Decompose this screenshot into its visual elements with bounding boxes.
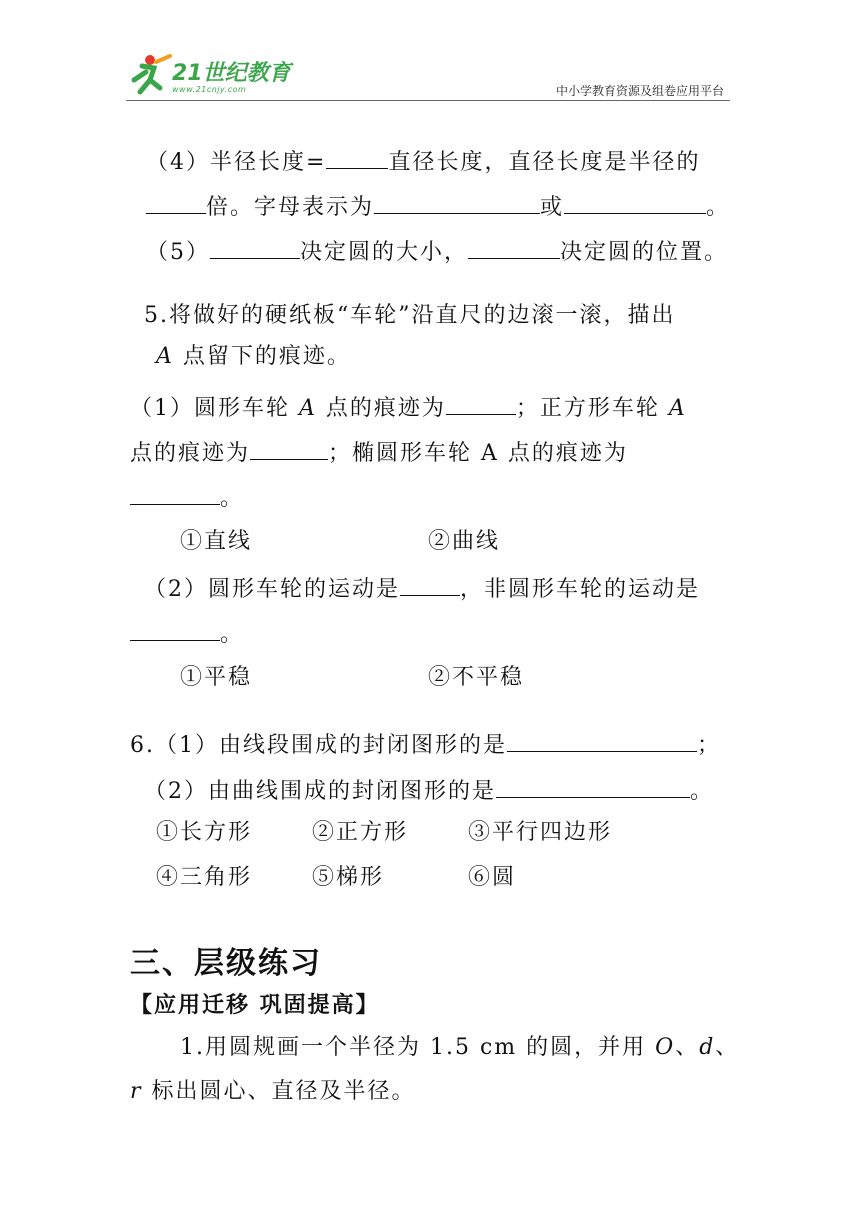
q5-stem-2 xyxy=(156,342,351,372)
header-platform-text: 中小学教育资源及组卷应用平台 xyxy=(555,84,724,98)
page-header xyxy=(120,52,730,102)
q4-line-3 xyxy=(146,236,728,268)
answer-blank[interactable] xyxy=(130,482,220,505)
variable-d: d xyxy=(699,1035,716,1060)
q6-text: 。 xyxy=(690,779,715,804)
q5-option-3: ①平稳 xyxy=(180,665,253,690)
q5-text: （2）圆形车轮的运动是 xyxy=(144,577,400,602)
answer-blank[interactable] xyxy=(446,392,516,415)
exercise-1-line-1 xyxy=(180,1033,739,1063)
q5-text: ；椭圆形车轮 A 点的痕迹为 xyxy=(328,441,628,466)
q6-option-2: ②正方形 xyxy=(312,820,409,845)
q4-text: 。 xyxy=(706,195,731,220)
answer-blank[interactable] xyxy=(496,775,690,798)
q4-text: 决定圆的大小， xyxy=(300,240,469,265)
exercise-text: 1.用圆规画一个半径为 1.5 cm 的圆，并用 xyxy=(180,1035,656,1060)
q5-text: ，非圆形车轮的运动是 xyxy=(460,577,701,602)
q6-line-2 xyxy=(144,775,714,807)
q6-text: 6.（1）由线段围成的封闭图形的是 xyxy=(130,733,507,758)
q5-text: 点的痕迹为 xyxy=(316,396,446,421)
variable-a: A xyxy=(668,396,687,421)
answer-blank[interactable] xyxy=(507,729,697,752)
exercise-text: 、 xyxy=(675,1035,700,1060)
q6-text: （2）由曲线围成的封闭图形的是 xyxy=(144,779,496,804)
answer-blank[interactable] xyxy=(326,146,388,169)
q5-text: 点留下的痕迹。 xyxy=(173,344,351,369)
q5-text: （1）圆形车轮 xyxy=(130,396,299,421)
section-subtitle: 【应用迁移 巩固提高】 xyxy=(130,993,380,1018)
q5-text: 点的痕迹为 xyxy=(130,441,251,466)
answer-blank[interactable] xyxy=(130,618,220,641)
exercise-text: 、 xyxy=(715,1035,740,1060)
q4-text: 倍。字母表示为 xyxy=(206,195,375,220)
q5-part1-line1 xyxy=(130,392,687,424)
q4-text: 直径长度，直径长度是半径的 xyxy=(388,150,701,175)
q6-option-1: ①长方形 xyxy=(156,820,253,845)
q6-text: ； xyxy=(697,733,722,758)
q5-option-4: ②不平稳 xyxy=(428,665,525,690)
q5-text: 。 xyxy=(220,486,245,511)
answer-blank[interactable] xyxy=(564,191,706,214)
variable-r: r xyxy=(130,1079,143,1104)
answer-blank[interactable] xyxy=(400,573,460,596)
header-divider xyxy=(126,100,730,101)
q5-option-1: ①直线 xyxy=(180,529,253,554)
logo-wordmark: 21世纪教育 xyxy=(172,61,291,86)
q6-option-4: ④三角形 xyxy=(156,865,253,890)
q5-stem-1: 5.将做好的硬纸板“车轮”沿直尺的边滚一滚，描出 xyxy=(144,303,676,328)
q6-option-5: ⑤梯形 xyxy=(312,865,385,890)
q4-text: （5） xyxy=(146,240,210,265)
q6-option-3: ③平行四边形 xyxy=(468,820,613,845)
q5-part1-line3 xyxy=(130,482,244,514)
q4-text: （4）半径长度= xyxy=(146,150,327,175)
q5-text: 。 xyxy=(220,622,245,647)
q5-part2-line1 xyxy=(144,573,700,605)
exercise-text: 标出圆心、直径及半径。 xyxy=(142,1079,416,1104)
q4-text: 决定圆的位置。 xyxy=(560,240,729,265)
q5-text: ；正方形车轮 xyxy=(515,396,669,421)
answer-blank[interactable] xyxy=(146,191,206,214)
q5-part2-line2 xyxy=(130,618,244,650)
variable-o: O xyxy=(655,1035,676,1060)
answer-blank[interactable] xyxy=(210,236,300,259)
q4-line-1 xyxy=(146,146,700,178)
answer-blank[interactable] xyxy=(250,437,328,460)
section-title: 三、层级练习 xyxy=(130,946,322,981)
runner-logo-icon xyxy=(120,52,174,98)
q5-option-2: ②曲线 xyxy=(428,529,501,554)
q4-line-2 xyxy=(146,191,730,223)
q6-option-6: ⑥圆 xyxy=(468,865,517,890)
logo-url: www.21cnjy.com xyxy=(172,85,247,94)
answer-blank[interactable] xyxy=(468,236,560,259)
q5-part1-line2 xyxy=(130,437,628,469)
answer-blank[interactable] xyxy=(374,191,540,214)
variable-a: A xyxy=(299,396,317,421)
q4-text: 或 xyxy=(540,195,565,220)
variable-a: A xyxy=(156,344,174,369)
q6-line-1 xyxy=(130,729,721,761)
exercise-1-line-2 xyxy=(130,1077,416,1107)
